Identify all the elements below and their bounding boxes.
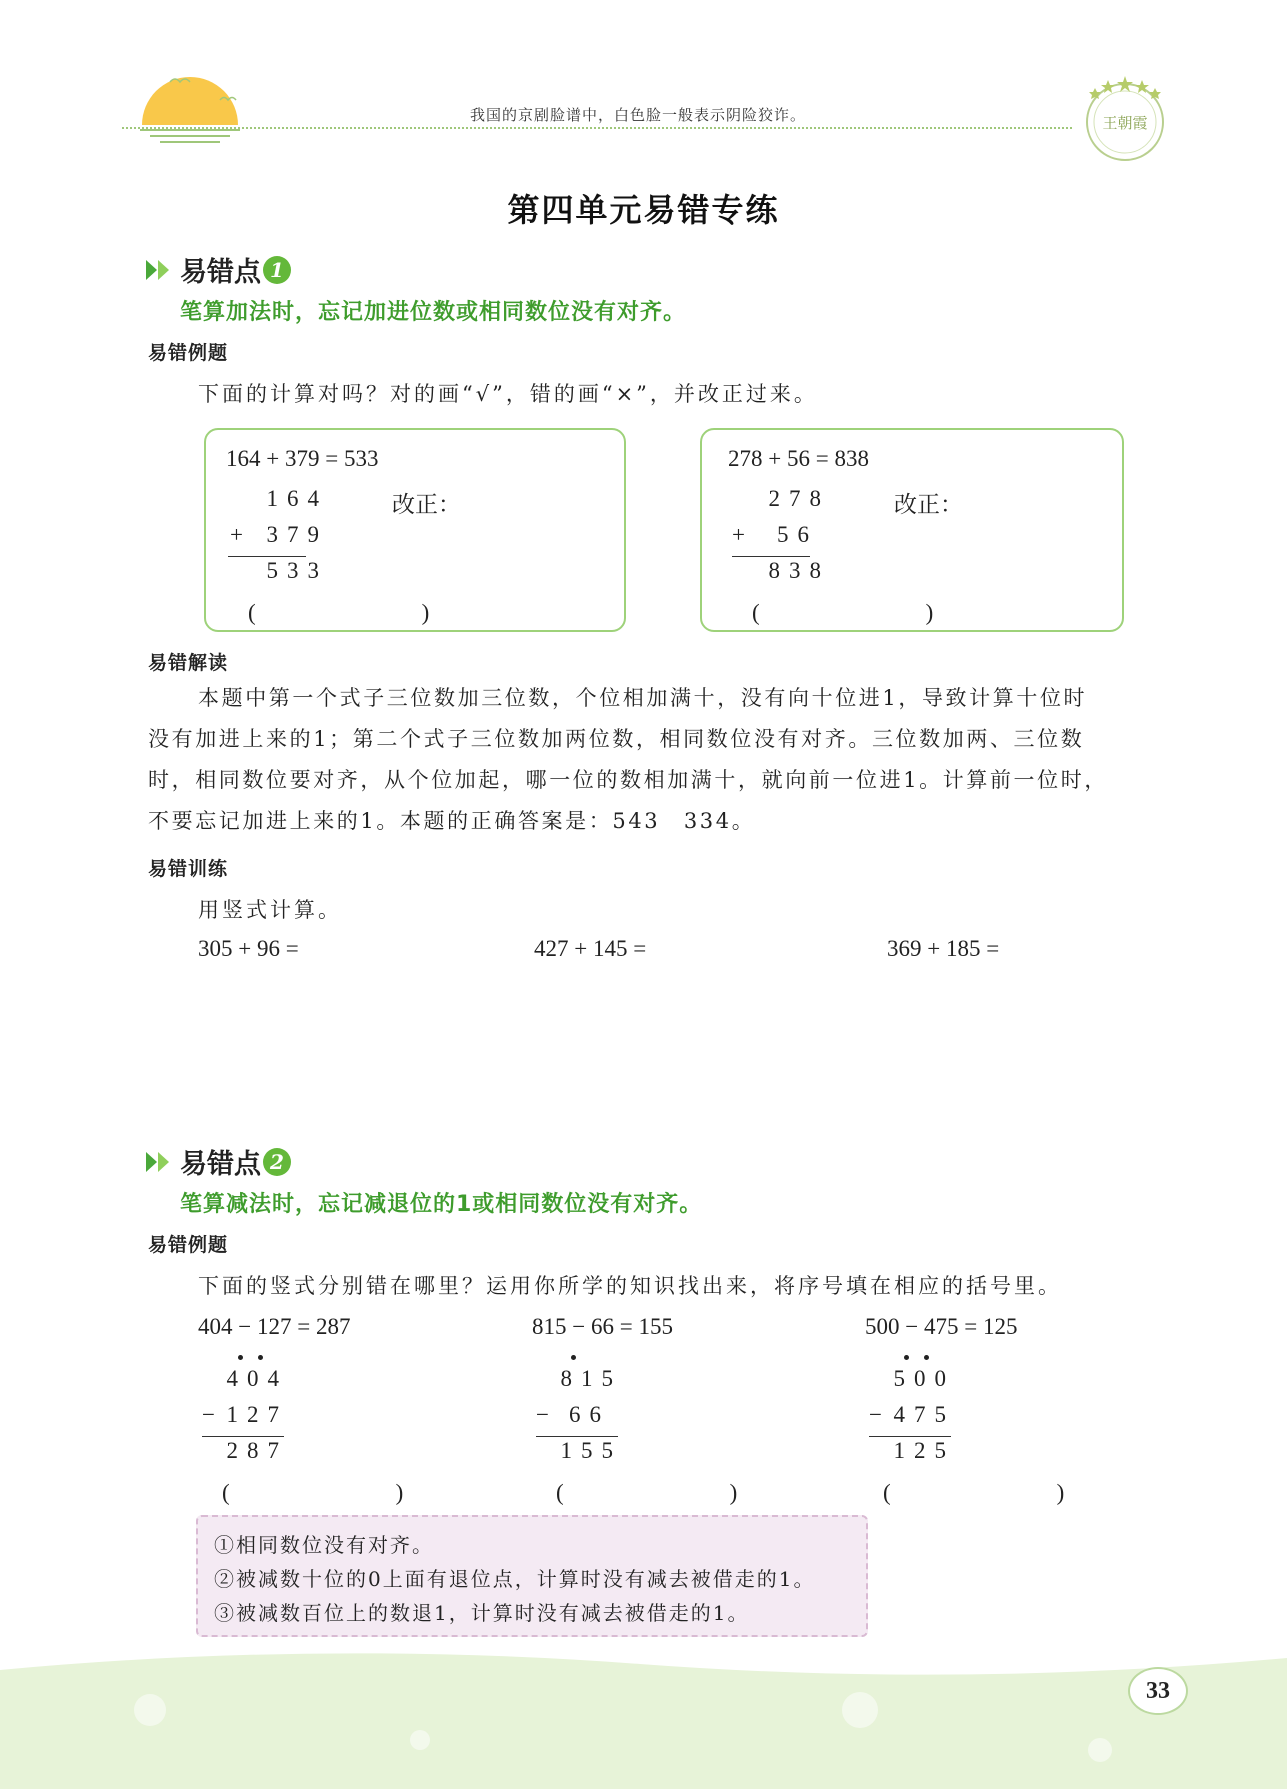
vertical-result: 287 bbox=[226, 1438, 288, 1463]
sun-decoration-icon bbox=[130, 60, 250, 150]
error-point-number-badge: 1 bbox=[263, 256, 291, 284]
vertical-rule bbox=[202, 1436, 284, 1437]
training-prompt: 用竖式计算。 bbox=[198, 898, 342, 922]
bottom-wave-decoration bbox=[0, 1640, 1287, 1789]
vertical-top-number: 278 bbox=[768, 486, 830, 511]
analysis-heading: 易错解读 bbox=[148, 652, 229, 674]
answer-paren: ( ) bbox=[752, 600, 974, 625]
borrow-dot bbox=[904, 1355, 909, 1360]
error-point-1-desc: 笔算加法时，忘记加进位数或相同数位没有对齐。 bbox=[180, 300, 687, 325]
page-number: 33 bbox=[1128, 1667, 1188, 1715]
header-divider bbox=[122, 127, 1072, 129]
borrow-dot bbox=[571, 1355, 576, 1360]
analysis-line: 没有加进上来的1；第二个式子三位数加两位数，相同数位没有对齐。三位数加两、三位数 bbox=[148, 727, 1085, 751]
answer-paren: ( ) bbox=[883, 1480, 1105, 1505]
example-heading: 易错例题 bbox=[148, 1234, 229, 1256]
hint-item-1: ①相同数位没有对齐。 bbox=[214, 1533, 434, 1557]
double-arrow-icon bbox=[146, 1150, 172, 1174]
example-card-1 bbox=[204, 428, 626, 632]
vertical-bottom-number: 127 bbox=[226, 1402, 288, 1427]
error-point-number-badge: 2 bbox=[263, 1148, 291, 1176]
header-quote: 我国的京剧脸谱中，白色脸一般表示阴险狡诈。 bbox=[470, 106, 807, 124]
analysis-line: 本题中第一个式子三位数加三位数，个位相加满十，没有向十位进1，导致计算十位时 bbox=[198, 686, 1088, 710]
analysis-line: 不要忘记加进上来的1。本题的正确答案是：543 334。 bbox=[148, 809, 756, 833]
answer-paren: ( ) bbox=[556, 1480, 778, 1505]
vertical-top-number: 164 bbox=[266, 486, 328, 511]
problem-3-equation: 500 − 475 = 125 bbox=[865, 1314, 1018, 1339]
card-equation: 164 + 379 = 533 bbox=[226, 446, 379, 471]
vertical-result: 125 bbox=[893, 1438, 955, 1463]
example-question: 下面的竖式分别错在哪里？运用你所学的知识找出来，将序号填在相应的括号里。 bbox=[198, 1274, 1062, 1298]
vertical-rule bbox=[536, 1436, 618, 1437]
hint-item-2: ②被减数十位的0上面有退位点，计算时没有减去被借走的1。 bbox=[214, 1567, 816, 1591]
example-card-2 bbox=[700, 428, 1124, 632]
error-point-2-desc: 笔算减法时，忘记减退位的1或相同数位没有对齐。 bbox=[180, 1192, 703, 1217]
training-heading: 易错训练 bbox=[148, 858, 229, 880]
borrow-dot bbox=[238, 1355, 243, 1360]
analysis-paragraph bbox=[148, 678, 1178, 842]
fix-label: 改正： bbox=[392, 492, 461, 517]
svg-text:王朝霞: 王朝霞 bbox=[1102, 114, 1148, 132]
vertical-bottom-number: 66 bbox=[569, 1402, 610, 1427]
vertical-operator: − bbox=[869, 1402, 882, 1427]
vertical-result: 533 bbox=[266, 558, 328, 583]
vertical-rule bbox=[228, 556, 306, 557]
answer-paren: ( ) bbox=[248, 600, 470, 625]
example-question: 下面的计算对吗？对的画“√”，错的画“×”，并改正过来。 bbox=[198, 382, 818, 406]
brand-seal-logo bbox=[1078, 72, 1172, 166]
exercise-3: 369 + 185 = bbox=[887, 936, 1000, 961]
vertical-bottom-number: 56 bbox=[777, 522, 818, 547]
problem-2-equation: 815 − 66 = 155 bbox=[532, 1314, 673, 1339]
answer-paren: ( ) bbox=[222, 1480, 444, 1505]
borrow-dot bbox=[258, 1355, 263, 1360]
vertical-operator: + bbox=[732, 522, 745, 547]
error-point-label: 易错点 bbox=[180, 257, 261, 288]
page-title: 第四单元易错专练 bbox=[507, 191, 780, 229]
fix-label: 改正： bbox=[894, 492, 963, 517]
double-arrow-icon bbox=[146, 258, 172, 282]
vertical-rule bbox=[732, 556, 810, 557]
hint-item-3: ③被减数百位上的数退1，计算时没有减去被借走的1。 bbox=[214, 1601, 750, 1625]
example-heading: 易错例题 bbox=[148, 342, 229, 364]
analysis-line: 时，相同数位要对齐，从个位加起，哪一位的数相加满十，就向前一位进1。计算前一位时， bbox=[148, 768, 1108, 792]
vertical-operator: − bbox=[536, 1402, 549, 1427]
error-point-label: 易错点 bbox=[180, 1149, 261, 1180]
vertical-result: 155 bbox=[560, 1438, 622, 1463]
exercise-1: 305 + 96 = bbox=[198, 936, 299, 961]
vertical-top-number: 500 bbox=[893, 1366, 955, 1391]
vertical-top-number: 404 bbox=[226, 1366, 288, 1391]
error-point-1-heading bbox=[146, 250, 291, 289]
hint-box bbox=[196, 1515, 868, 1637]
borrow-dot bbox=[924, 1355, 929, 1360]
exercise-2: 427 + 145 = bbox=[534, 936, 647, 961]
vertical-result: 838 bbox=[768, 558, 830, 583]
vertical-operator: + bbox=[230, 522, 243, 547]
vertical-bottom-number: 475 bbox=[893, 1402, 955, 1427]
vertical-top-number: 815 bbox=[560, 1366, 622, 1391]
card-equation: 278 + 56 = 838 bbox=[728, 446, 869, 471]
vertical-rule bbox=[869, 1436, 951, 1437]
problem-1-equation: 404 − 127 = 287 bbox=[198, 1314, 351, 1339]
error-point-2-heading bbox=[146, 1142, 291, 1181]
vertical-bottom-number: 379 bbox=[266, 522, 328, 547]
vertical-operator: − bbox=[202, 1402, 215, 1427]
